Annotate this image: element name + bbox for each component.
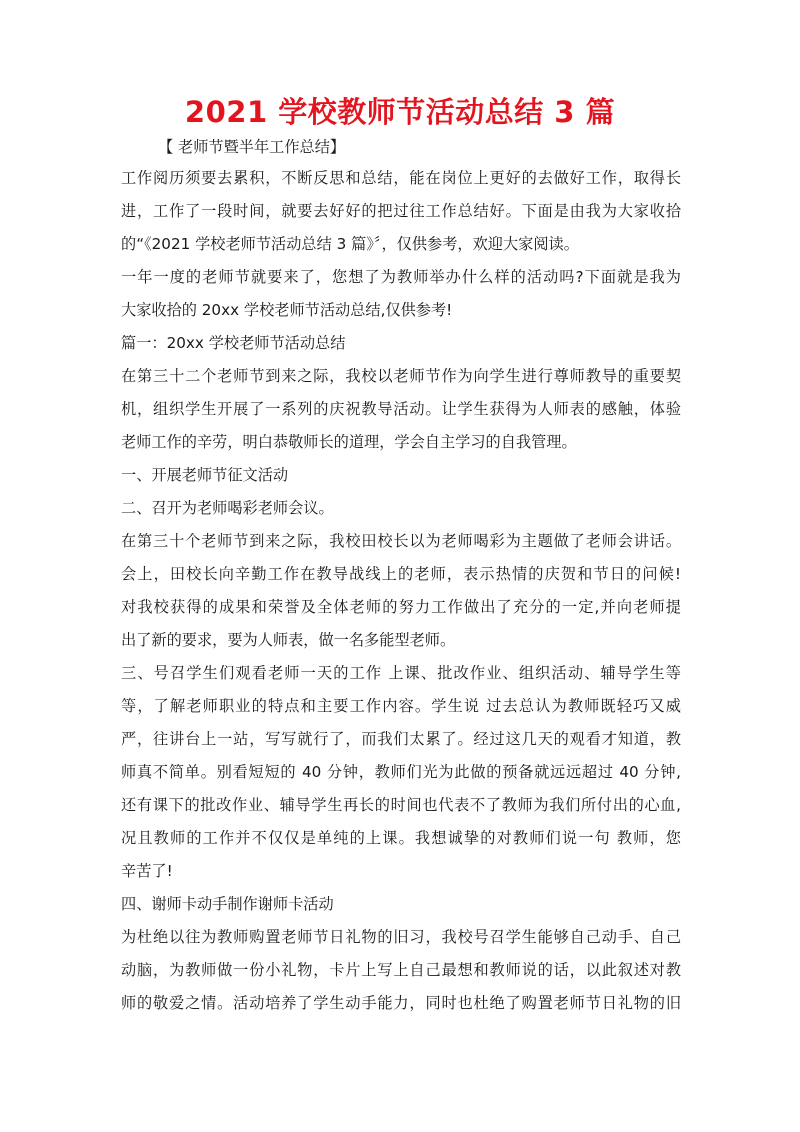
list-heading: 三、号召学生们观看老师一天的工作 上课、批改作业、组织活动、辅导学生等 (121, 664, 681, 682)
list-heading: 四、谢师卡动手制作谢师卡活动 (121, 895, 334, 913)
body-line: 严，往讲台上一站，写写就行了，而我们太累了。经过这几天的观看才知道，教 (121, 730, 681, 748)
body-line: 会上，田校长向辛勤工作在教导战线上的老师，表示热情的庆贺和节日的问候! (121, 565, 681, 583)
body-line: 况且教师的工作并不仅仅是单纯的上课。我想诚挚的对教师们说一句 教师，您 (121, 829, 681, 847)
body-line: 出了新的要求，要为人师表，做一名多能型老师。 (121, 631, 456, 649)
body-line: 大家收拾的 20xx 学校老师节活动总结,仅供参考! (121, 301, 453, 319)
body-line: 师的敬爱之情。活动培养了学生动手能力，同时也杜绝了购置老师节日礼物的旧 (121, 994, 681, 1012)
document-title: 2021 学校教师节活动总结 3 篇 (184, 95, 616, 129)
body-line: 在第三十二个老师节到来之际，我校以老师节作为向学生进行尊师教导的重要契 (121, 367, 681, 385)
body-line: 机，组织学生开展了一系列的庆祝教导活动。让学生获得为人师表的感触，体验 (121, 400, 681, 418)
body-line: 等，了解老师职业的特点和主要工作内容。学生说 过去总认为教师既轻巧又威 (121, 697, 681, 715)
subtitle-line: 【 老师节暨半年工作总结】 (158, 138, 346, 156)
list-heading: 一、开展老师节征文活动 (121, 466, 289, 484)
body-line: 进，工作了一段时间，就要去好好的把过往工作总结好。下面是由我为大家收拾 (121, 202, 681, 220)
body-line: 动脑，为教师做一份小礼物，卡片上写上自己最想和教师说的话，以此叙述对教 (121, 961, 681, 979)
body-line: 为杜绝以往为教师购置老师节日礼物的旧习，我校号召学生能够自己动手、自己 (121, 928, 681, 946)
list-heading: 二、召开为老师喝彩老师会议。 (121, 499, 334, 517)
body-line: 工作阅历须要去累积，不断反思和总结，能在岗位上更好的去做好工作，取得长 (121, 169, 681, 187)
body-line: 在第三十个老师节到来之际，我校田校长以为老师喝彩为主题做了老师会讲话。 (121, 532, 681, 550)
body-line: 对我校获得的成果和荣誉及全体老师的努力工作做出了充分的一定,并向老师提 (121, 598, 681, 616)
body-line: 老师工作的辛劳，明白恭敬师长的道理，学会自主学习的自我管理。 (121, 433, 577, 451)
body-line: 的“《2021 学校老师节活动总结 3 篇》〞，仅供参考，欢迎大家阅读。 (121, 235, 579, 253)
section-heading: 篇一：20xx 学校老师节活动总结 (121, 334, 346, 352)
body-line: 师真不简单。别看短短的 40 分钟，教师们光为此做的预备就远远超过 40 分钟, (121, 763, 681, 781)
body-line: 辛苦了! (121, 862, 173, 880)
body-line: 一年一度的老师节就要来了，您想了为教师举办什么样的活动吗?下面就是我为 (121, 268, 681, 286)
body-line: 还有课下的批改作业、辅导学生再长的时间也代表不了教师为我们所付出的心血, (121, 796, 681, 814)
